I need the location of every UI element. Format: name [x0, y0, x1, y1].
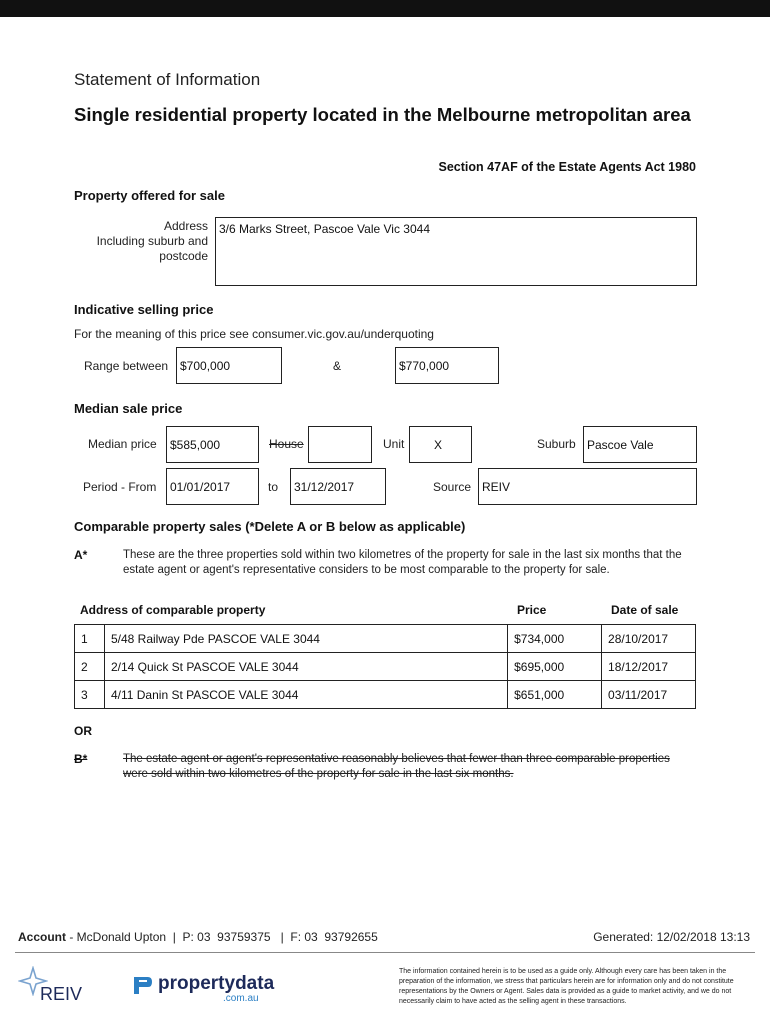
or-separator: OR — [74, 724, 92, 738]
comparable-table — [74, 624, 696, 709]
source-label: Source — [433, 480, 472, 494]
median-heading: Median sale price — [74, 401, 183, 416]
suburb-label: Suburb — [537, 437, 576, 451]
propertydata-wordmark: propertydata — [158, 973, 275, 994]
address-field[interactable]: 3/6 Marks Street, Pascoe Vale Vic 3044 — [215, 217, 697, 286]
row-date[interactable]: 03/11/2017 — [602, 681, 696, 709]
account-info — [18, 930, 378, 944]
underquoting-note: For the meaning of this price see consumer.vic.gov.au/underquoting — [74, 327, 434, 341]
property-offered-heading: Property offered for sale — [74, 188, 225, 203]
propertydata-domain: .com.au — [223, 993, 259, 1004]
option-b-text: The estate agent or agent's representative reasonably believes that fewer than three comparable properties were sold within two kilometres of the property for sale in the last six months. — [123, 753, 670, 780]
account-details: - McDonald Upton | P: 03 93759375 | F: 03 93792655 — [66, 930, 378, 944]
row-price[interactable]: $695,000 — [508, 653, 602, 681]
generated-timestamp: Generated: 12/02/2018 13:13 — [593, 930, 750, 944]
section-reference: Section 47AF of the Estate Agents Act 1980 — [438, 160, 696, 174]
statement-heading: Statement of Information — [74, 70, 261, 89]
address-label-line: Including suburb and — [96, 234, 208, 248]
period-from-field[interactable]: 01/01/2017 — [166, 468, 259, 505]
page-title: Single residential property located in the Melbourne metropolitan area — [74, 104, 691, 125]
row-price[interactable]: $734,000 — [508, 625, 602, 653]
period-from-label: Period - From — [83, 480, 157, 494]
comparable-heading: Comparable property sales (*Delete A or B below as applicable) — [74, 519, 466, 534]
table-row — [75, 653, 696, 681]
reiv-logo — [18, 966, 98, 1006]
indicative-price-heading: Indicative selling price — [74, 302, 214, 317]
row-number: 3 — [75, 681, 105, 709]
account-label: Account — [18, 930, 66, 944]
range-separator: & — [333, 359, 342, 373]
price-high-field[interactable]: $770,000 — [395, 347, 499, 384]
footer-divider — [15, 952, 755, 953]
address-label — [74, 219, 208, 264]
house-field[interactable] — [308, 426, 372, 463]
row-address[interactable]: 4/11 Danin St PASCOE VALE 3044 — [104, 681, 507, 709]
period-to-label: to — [268, 480, 279, 494]
source-field[interactable]: REIV — [478, 468, 697, 505]
price-low-field[interactable]: $700,000 — [176, 347, 282, 384]
range-label: Range between — [84, 359, 169, 373]
unit-label: Unit — [383, 437, 405, 451]
row-price[interactable]: $651,000 — [508, 681, 602, 709]
address-label-line: postcode — [159, 249, 208, 263]
option-a-text: These are the three properties sold within two kilometres of the property for sale in the last six months that the estate agent or agent's representative considers to be most comparable to the property for sale. — [123, 549, 682, 576]
reiv-wordmark: REIV — [40, 984, 83, 1004]
period-to-field[interactable]: 31/12/2017 — [290, 468, 386, 505]
col-date-header: Date of sale — [611, 603, 679, 617]
house-label: House — [269, 437, 304, 451]
median-price-label: Median price — [88, 437, 157, 451]
col-price-header: Price — [517, 603, 547, 617]
address-label-line: Address — [163, 219, 208, 233]
table-row — [75, 681, 696, 709]
table-row — [75, 625, 696, 653]
unit-field[interactable]: X — [409, 426, 472, 463]
row-number: 1 — [75, 625, 105, 653]
median-price-field[interactable]: $585,000 — [166, 426, 259, 463]
row-address[interactable]: 2/14 Quick St PASCOE VALE 3044 — [104, 653, 507, 681]
disclaimer-text: The information contained herein is to be used as a guide only. Although every care has been taken in the preparation of the information, we stress that particulars herein are for information only and do not constitute representations by the Owners or Agent. Sales data is provided as a guide to market activity, and we do not necessarily claim to have acted as the selling agent in these transactions. — [399, 968, 734, 1005]
col-address-header: Address of comparable property — [80, 603, 266, 617]
option-b-label: B* — [74, 752, 88, 766]
suburb-field[interactable]: Pascoe Vale — [583, 426, 697, 463]
row-address[interactable]: 5/48 Railway Pde PASCOE VALE 3044 — [104, 625, 507, 653]
option-a-label: A* — [74, 548, 88, 562]
propertydata-logo — [131, 970, 275, 1006]
row-date[interactable]: 28/10/2017 — [602, 625, 696, 653]
top-bar — [0, 0, 770, 17]
row-number: 2 — [75, 653, 105, 681]
row-date[interactable]: 18/12/2017 — [602, 653, 696, 681]
propertydata-mark-icon — [131, 973, 155, 997]
